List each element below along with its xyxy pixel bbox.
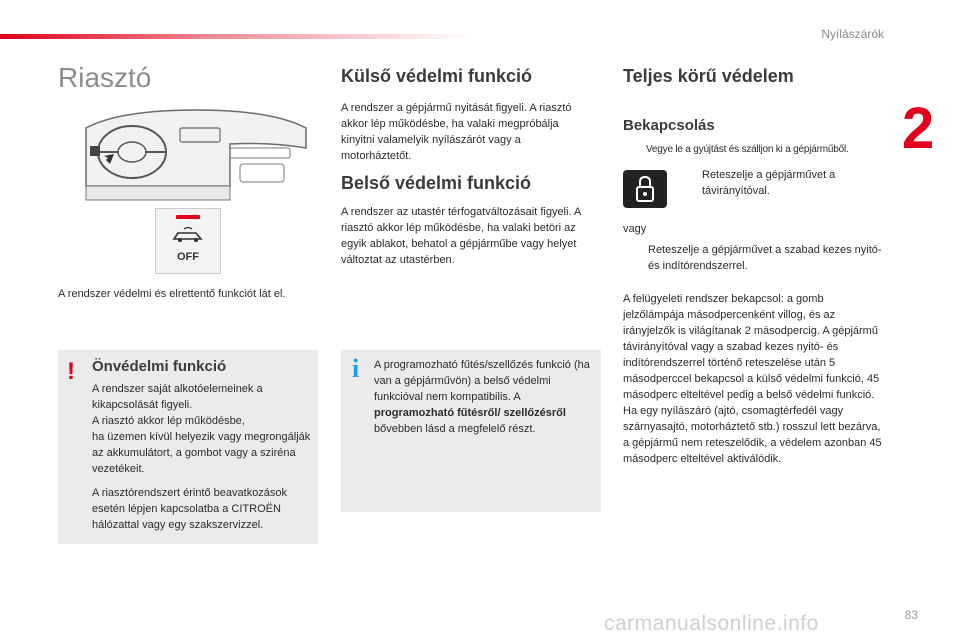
exclamation-icon: ! (67, 358, 75, 385)
lock-button-illustration (623, 170, 667, 208)
header-accent-bar (0, 34, 470, 39)
chapter-number: 2 (902, 96, 935, 161)
info-icon: i (352, 354, 360, 383)
watermark: carmanualsonline.info (604, 612, 819, 635)
self-protection-p1: A rendszer saját alkotóelemeinek a kikapcsolását figyeli. (92, 383, 263, 411)
alarm-off-button-illustration (155, 208, 221, 274)
info-text-1: A programozható fűtés/szellőzés funkció (ha van a gépjárművön) a belső védelmi funkcióval nem kompatibilis. (374, 359, 590, 403)
activation-step-3: Reteszelje a gépjárművet a szabad kezes nyitó- és indítórendszerrel. (648, 244, 882, 272)
self-protection-title: Önvédelmi funkció (92, 358, 227, 375)
self-protection-p3: ha üzemen kívül helyezik vagy megrongálják az akkumulátort, a gombot vagy a sziréna vezetékeit. (92, 431, 311, 475)
alarm-caption: A rendszer védelmi és elrettentő funkciót lát el. (58, 288, 286, 300)
activation-description: A felügyeleti rendszer bekapcsol: a gomb jelzőlámpája másodpercenként villog, és az irányjelzők is világítanak 2 másodpercig. A gépjármű távirányítóval vagy a szabad kezes nyitó- és indítórendszerrel történő reteszelése után 5 másodperccel bekapcsol a külső védelmi funkció, 45 másodperc elteltével pedig a belső védelmi funkció. Ha egy nyílászáró (ajtó, csomagtérfedél vagy szárnyasajtó, motorháztető stb.) rosszul lett bezárva, a gépjármű nem reteszelődik, a védelem azonban 45 másodperc elteltével aktiválódik. (623, 293, 882, 465)
self-protection-p4: A riasztórendszert érintő beavatkozások esetén lépjen kapcsolatba a CITROËN hálózattal vagy egy szakszervizzel. (92, 487, 288, 531)
interior-protection-title: Belső védelmi funkció (341, 173, 532, 193)
info-text-3: bővebben lásd a megfelelő részt. (374, 423, 536, 435)
activation-subtitle: Bekapcsolás (623, 117, 715, 134)
interior-protection-text: A rendszer az utastér térfogatváltozásait figyeli. A riasztó akkor lép működésbe, ha valaki betöri az egyik ablakot, behatol a gépjárműbe vagy helyet változtat az utastérben. (341, 206, 581, 266)
page-title: Riasztó (58, 62, 152, 93)
activation-step-2: Reteszelje a gépjárművet a távirányítóval. (702, 169, 836, 197)
full-protection-title: Teljes körű védelem (623, 66, 794, 86)
exterior-protection-text: A rendszer a gépjármű nyitását figyeli. A riasztó akkor lép működésbe, ha valaki megpróbálja kinyitni valamelyik nyílászárót vagy a motorháztetőt. (341, 102, 572, 162)
off-label: OFF (177, 251, 199, 263)
self-protection-text (92, 381, 314, 533)
page-number: 83 (904, 608, 918, 622)
self-protection-p2: A riasztó akkor lép működésbe, (92, 415, 245, 427)
exterior-protection-title: Külső védelmi funkció (341, 66, 533, 86)
indicator-led (176, 215, 200, 219)
info-text-bold: programozható fűtésről/ szellőzésről (374, 407, 566, 419)
activation-step-1: Vegye le a gyújtást és szálljon ki a gépjárműből. (646, 144, 849, 155)
alarm-car-icon (170, 227, 206, 245)
info-text-2: A (513, 391, 521, 403)
section-name: Nyílászárók (821, 27, 884, 41)
info-text (374, 357, 596, 437)
lock-icon (635, 175, 655, 203)
dashboard-illustration (80, 108, 312, 204)
or-label: vagy (623, 223, 647, 235)
